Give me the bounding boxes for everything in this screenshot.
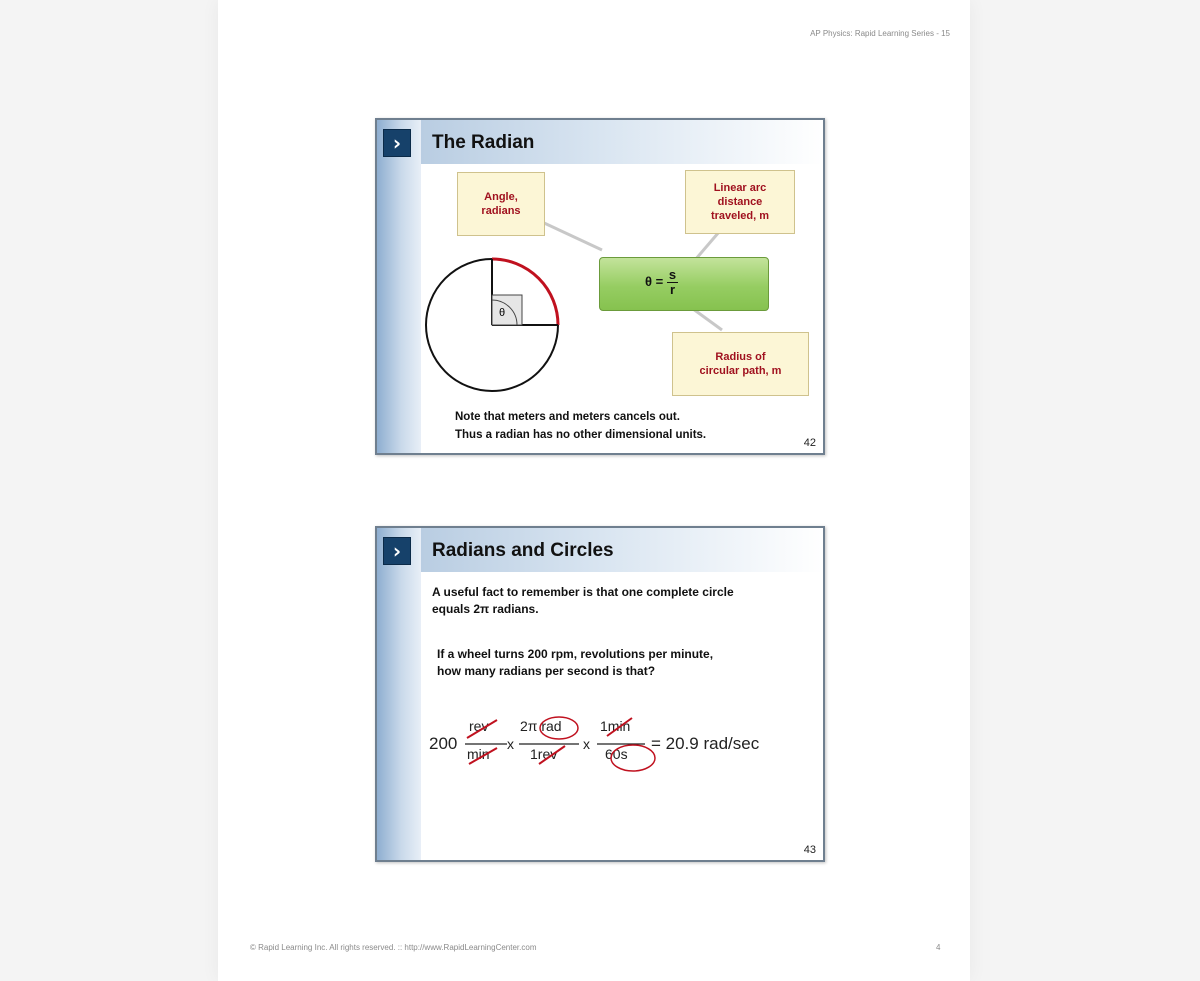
callout-line: radians — [481, 205, 521, 217]
note-line: Note that meters and meters cancels out. — [455, 411, 680, 423]
fraction-numerator: rev — [469, 718, 489, 734]
conversion-equation — [427, 716, 807, 776]
slide-radians-and-circles — [375, 526, 825, 862]
callout-angle — [457, 172, 545, 236]
theta-label: θ — [499, 307, 506, 319]
fraction-numerator: 1min — [600, 718, 631, 734]
callout-line: traveled, m — [710, 210, 770, 222]
slide-the-radian — [375, 118, 825, 455]
radian-formula — [645, 268, 678, 297]
times-sign: x — [583, 736, 590, 752]
paragraph-line: how many radians per second is that? — [437, 664, 656, 678]
fraction-numerator: 2π rad — [520, 718, 562, 734]
callout-radius — [672, 332, 809, 396]
slide-note — [455, 408, 706, 444]
angle-region — [492, 295, 522, 325]
callout-arc — [685, 170, 795, 234]
formula-numerator: s — [668, 267, 677, 282]
cancel-mark — [539, 746, 565, 764]
formula-lhs: θ = — [645, 273, 664, 289]
slide-left-band — [377, 528, 421, 860]
paragraph-line: A useful fact to remember is that one complete circle — [432, 585, 734, 599]
callout-line: distance — [717, 196, 763, 208]
circled-unit — [540, 717, 578, 739]
fraction-denominator: 1rev — [530, 746, 558, 762]
formula-box — [599, 257, 769, 311]
paragraph-line: equals 2π radians. — [432, 602, 539, 616]
fraction-denominator: 60s — [605, 746, 628, 762]
slide-number: 43 — [803, 844, 816, 856]
chevron-right-icon: › — [383, 129, 411, 157]
question-paragraph — [437, 646, 713, 680]
math-result: = 20.9 rad/sec — [651, 734, 760, 753]
formula-denominator: r — [669, 282, 675, 297]
note-line: Thus a radian has no other dimensional units. — [455, 429, 707, 441]
circled-unit — [611, 745, 655, 771]
slide-number: 42 — [803, 437, 816, 449]
times-sign: x — [507, 736, 514, 752]
paragraph-line: If a wheel turns 200 rpm, revolutions per minute, — [437, 647, 714, 661]
handwritten-annotations — [427, 716, 807, 776]
callout-line: Linear arc — [713, 182, 767, 194]
page-number: 4 — [936, 943, 941, 952]
cancel-mark — [607, 718, 632, 736]
fact-paragraph — [432, 584, 734, 618]
callout-line: circular path, m — [699, 365, 782, 377]
callout-line: Angle, — [484, 191, 518, 203]
page-footer: © Rapid Learning Inc. All rights reserved. :: http://www.RapidLearningCenter.com — [250, 943, 537, 952]
cancel-mark — [469, 748, 497, 764]
page-header: AP Physics: Rapid Learning Series - 15 — [810, 29, 950, 38]
fraction-denominator: min — [467, 746, 490, 762]
callout-line: Radius of — [715, 351, 766, 363]
slide-title: The Radian — [432, 132, 535, 153]
cancel-mark — [467, 720, 497, 738]
chevron-right-icon: › — [383, 537, 411, 565]
slide-title: Radians and Circles — [432, 540, 614, 561]
math-lead: 200 — [429, 734, 458, 753]
